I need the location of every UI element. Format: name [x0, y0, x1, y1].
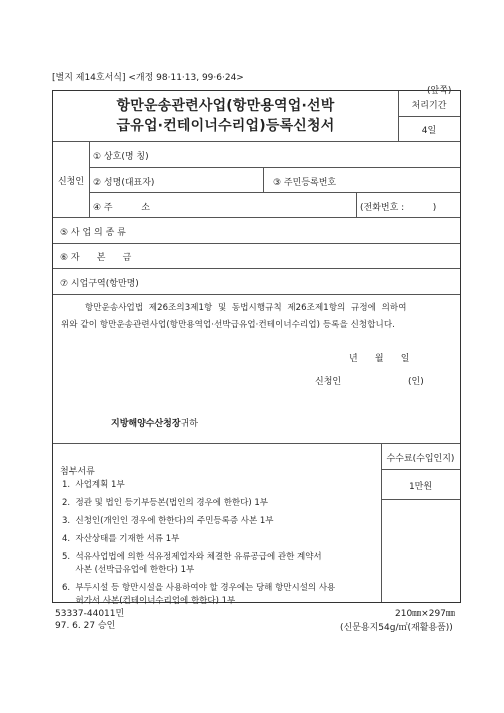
paper-size: 210㎜×297㎜ [395, 609, 455, 619]
rule-phone-divider [356, 192, 357, 217]
application-form [52, 90, 461, 606]
resident-number-label: ③ 주민등록번호 [273, 178, 337, 188]
list-item: 3. 신청인(개인인 경우에 한한다)의 주민등록증 사본 1부 [62, 516, 274, 526]
fee-label: 수수료(수입인지) [386, 454, 455, 464]
statement-line2: 위와 같이 항만운송관련사업(항만용역업·선박급유업·컨테이너수리업) 등록을 신청합니다. [61, 320, 395, 330]
business-type-label: ⑤ 사 업 의 종 류 [60, 228, 126, 238]
list-item: 사본 (선박급유업에 한한다) 1부 [62, 565, 195, 575]
rule-applicant-label [89, 141, 90, 217]
attachments-list [62, 479, 380, 608]
rule-fee-value [381, 499, 460, 500]
list-item: 4. 자산상태를 기재한 서류 1부 [62, 534, 180, 544]
rule-name-divider [263, 167, 264, 192]
processing-label: 처리기간 [411, 101, 447, 111]
attachments-title: 첨부서류 [60, 467, 95, 477]
applicant-section-label: 신청인 [57, 177, 85, 187]
list-item: 허가서 사본(컨테이너수리업에 한한다) 1부 [62, 596, 236, 606]
rule-row4 [53, 243, 460, 244]
representative-name-label: ② 성명(대표자) [93, 178, 155, 188]
statement-line1: 항만운송사업법 제26조의3제1항 및 동법시행규칙 제26조제1항의 규정에 의하여 [85, 303, 407, 313]
seal-mark: (인) [408, 377, 424, 387]
rule-fee-divider [381, 443, 382, 602]
list-item: 1. 사업계획 1부 [62, 480, 125, 490]
form-code: 53337-44011민 [55, 609, 125, 619]
signer-label: 신청인 [315, 377, 342, 387]
form-title [53, 96, 398, 136]
phone-label: (전화번호 : ) [360, 203, 437, 213]
trade-name-label: ① 상호(명 칭) [93, 152, 149, 162]
page-side-label: (앞쪽) [427, 86, 452, 96]
list-item: 5. 석유사업법에 의한 석유정제업자와 체결한 유류공급에 관한 계약서 [62, 552, 322, 562]
rule-row6 [53, 294, 460, 295]
rule-row1 [89, 167, 460, 168]
rule-title-bottom [53, 141, 460, 142]
rule-fee-label [381, 469, 460, 470]
fee-value: 1만원 [408, 482, 433, 492]
address-label: ④ 주 소 [93, 203, 150, 213]
list-item: 2. 정관 및 법인 등기부등본(법인의 경우에 한한다) 1부 [62, 498, 268, 508]
approval-date: 97. 6. 27 승인 [55, 621, 116, 631]
rule-row3 [53, 217, 460, 218]
recipient-line [111, 416, 198, 429]
rule-processing [398, 116, 460, 117]
rule-statement-bottom [53, 443, 460, 444]
form-title-line1: 항만운송관련사업(항만용역업·선박 [116, 98, 335, 114]
list-item: 6. 부두시설 등 항만시설을 사용하여야 할 경우에는 당해 항만시설의 사용 [62, 583, 336, 593]
rule-row5 [53, 268, 460, 269]
application-date: 년 월 일 [349, 354, 410, 364]
form-title-line2: 급유업·컨테이너수리업)등록신청서 [116, 118, 335, 134]
recipient-honorific: 귀하 [180, 419, 198, 429]
capital-label: ⑥ 자 본 금 [60, 253, 132, 263]
rule-row2 [89, 192, 460, 193]
paper-spec: (신문용지54g/㎡(재활용품)) [340, 623, 453, 633]
form-number: [별지 제14호서식] <개정 98·11·13, 99·6·24> [52, 73, 244, 83]
recipient-authority: 지방해양수산청장 [111, 419, 181, 429]
business-area-label: ⑦ 시업구역(항만명) [60, 279, 139, 289]
processing-value: 4일 [421, 126, 437, 136]
